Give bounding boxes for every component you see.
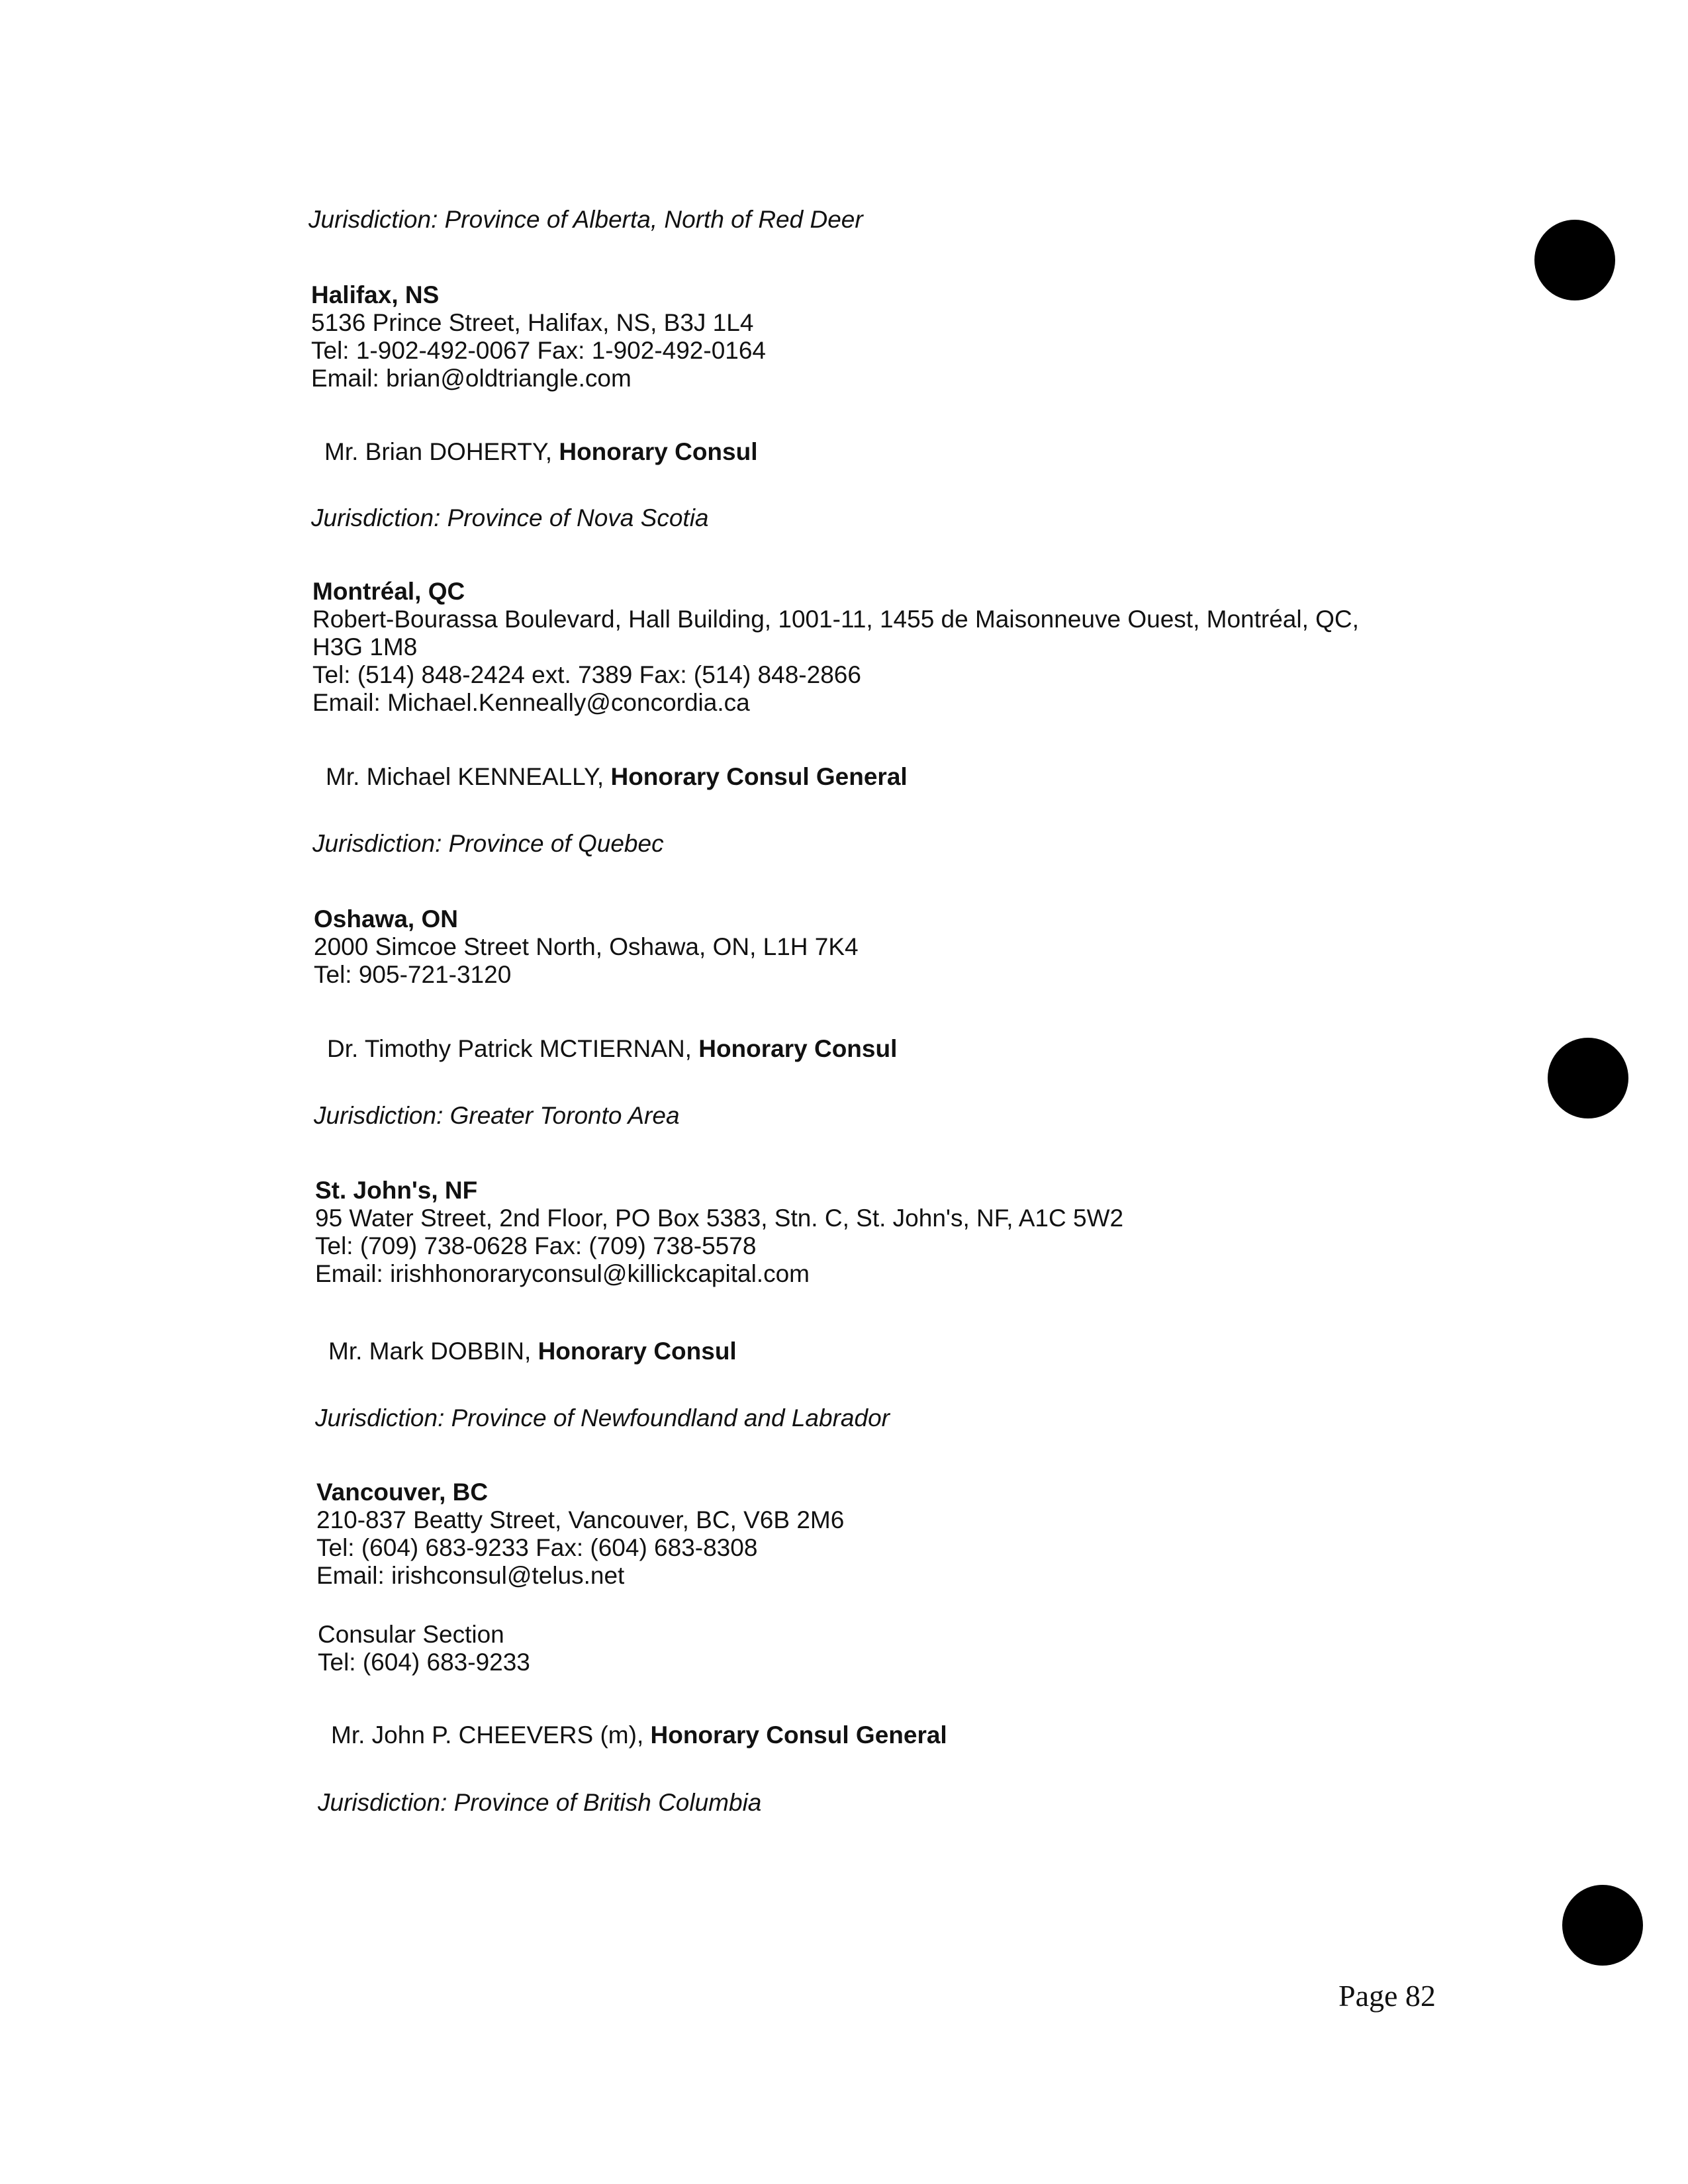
jurisdiction-vancouver: Jurisdiction: Province of British Columbia (318, 1789, 762, 1816)
city-heading-halifax: Halifax, NS (311, 281, 440, 308)
consul-vancouver (331, 1721, 947, 1750)
intro-jurisdiction: Jurisdiction: Province of Alberta, North of Red Deer (308, 206, 863, 233)
tel-vancouver: Tel: (604) 683-9233 Fax: (604) 683-8308 (316, 1534, 758, 1561)
jurisdiction-halifax: Jurisdiction: Province of Nova Scotia (311, 504, 709, 531)
address-vancouver: 210-837 Beatty Street, Vancouver, BC, V6B 2M6 (316, 1506, 845, 1533)
consul-title: Honorary Consul (538, 1338, 737, 1365)
email-montreal: Email: Michael.Kenneally@concordia.ca (312, 689, 750, 716)
page-number: Page 82 (1338, 1979, 1436, 2013)
consul-title: Honorary Consul (698, 1035, 898, 1062)
consul-name: Mr. John P. CHEEVERS (m), (331, 1721, 651, 1749)
address-st-johns: 95 Water Street, 2nd Floor, PO Box 5383, Stn. C, St. John's, NF, A1C 5W2 (315, 1205, 1124, 1232)
consular-section-tel: Tel: (604) 683-9233 (318, 1649, 530, 1676)
punch-hole-middle (1548, 1038, 1628, 1118)
city-heading-oshawa: Oshawa, ON (314, 905, 458, 933)
address-halifax: 5136 Prince Street, Halifax, NS, B3J 1L4 (311, 309, 754, 336)
tel-st-johns: Tel: (709) 738-0628 Fax: (709) 738-5578 (315, 1232, 757, 1259)
consul-montreal (326, 762, 908, 792)
consular-section-label: Consular Section (318, 1621, 504, 1648)
address-montreal-line1: Robert-Bourassa Boulevard, Hall Building, 1001-11, 1455 de Maisonneuve Ouest, Montréal, QC, (312, 606, 1359, 633)
punch-hole-bottom (1562, 1885, 1643, 1966)
email-halifax: Email: brian@oldtriangle.com (311, 365, 632, 392)
tel-montreal: Tel: (514) 848-2424 ext. 7389 Fax: (514) 848-2866 (312, 661, 861, 688)
jurisdiction-oshawa: Jurisdiction: Greater Toronto Area (314, 1102, 680, 1129)
punch-hole-top (1534, 220, 1615, 300)
consul-title: Honorary Consul General (650, 1721, 947, 1749)
city-heading-st-johns: St. John's, NF (315, 1177, 478, 1204)
consul-oshawa (327, 1034, 897, 1064)
jurisdiction-montreal: Jurisdiction: Province of Quebec (312, 830, 664, 857)
consul-name: Mr. Michael KENNEALLY, (326, 763, 611, 790)
tel-halifax: Tel: 1-902-492-0067 Fax: 1-902-492-0164 (311, 337, 767, 364)
email-vancouver: Email: irishconsul@telus.net (316, 1562, 625, 1589)
consul-title: Honorary Consul (559, 438, 758, 465)
email-st-johns: Email: irishhonoraryconsul@killickcapital.com (315, 1260, 810, 1287)
consul-title: Honorary Consul General (610, 763, 908, 790)
city-heading-vancouver: Vancouver, BC (316, 1479, 489, 1506)
consul-name: Mr. Mark DOBBIN, (328, 1338, 538, 1365)
consul-halifax (324, 437, 757, 467)
consul-name: Mr. Brian DOHERTY, (324, 438, 559, 465)
consul-st-johns (328, 1337, 737, 1366)
address-montreal-line2: H3G 1M8 (312, 633, 418, 660)
address-oshawa: 2000 Simcoe Street North, Oshawa, ON, L1H 7K4 (314, 933, 859, 960)
consul-name: Dr. Timothy Patrick MCTIERNAN, (327, 1035, 699, 1062)
city-heading-montreal: Montréal, QC (312, 578, 465, 605)
tel-oshawa: Tel: 905-721-3120 (314, 961, 512, 988)
jurisdiction-st-johns: Jurisdiction: Province of Newfoundland and Labrador (315, 1404, 890, 1432)
